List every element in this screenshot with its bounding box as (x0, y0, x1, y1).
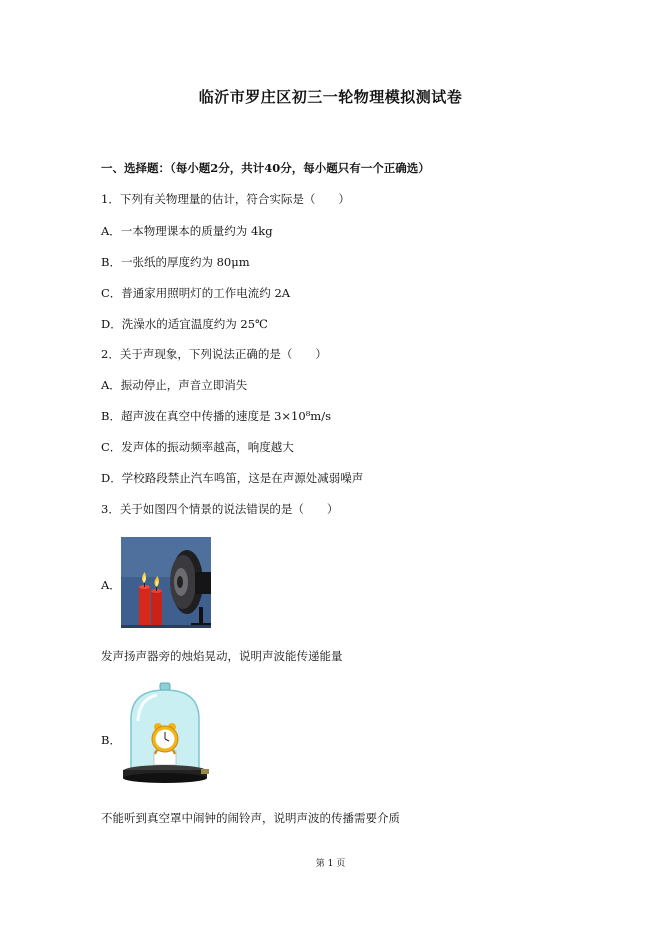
question-3-option-b-text: 不能听到真空罩中闹钟的闹铃声，说明声波的传播需要介质 (101, 811, 400, 825)
question-2-option-c: C．发声体的振动频率越高，响度越大 (101, 440, 294, 454)
question-2-option-b: B．超声波在真空中传播的速度是 3×10⁸m/s (101, 409, 331, 423)
question-1-option-a: A．一本物理课本的质量约为 4kg (101, 224, 273, 238)
question-3-option-a-label: A． (101, 578, 121, 592)
question-3-stem: 3．关于如图四个情景的说法错误的是（ ） (101, 502, 339, 516)
bell-jar-alarm-clock-image (121, 681, 209, 787)
question-1-stem: 1．下列有关物理量的估计，符合实际是（ ） (101, 192, 350, 206)
section-heading: 一、选择题：（每小题2分，共计40分，每小题只有一个正确选） (101, 161, 430, 175)
question-1-option-b: B．一张纸的厚度约为 80μm (101, 255, 250, 269)
question-2-stem: 2．关于声现象，下列说法正确的是（ ） (101, 347, 327, 361)
question-1-option-d: D．洗澡水的适宜温度约为 25℃ (101, 317, 268, 331)
question-2-option-d: D．学校路段禁止汽车鸣笛，这是在声源处减弱噪声 (101, 471, 364, 485)
question-3-option-a-text: 发声扬声器旁的烛焰晃动，说明声波能传递能量 (101, 649, 343, 663)
page-number: 第 1 页 (315, 859, 346, 869)
page-title: 临沂市罗庄区初三一轮物理模拟测试卷 (198, 88, 463, 106)
question-3-option-b-label: B． (101, 733, 121, 747)
candles-speaker-image (121, 537, 211, 628)
question-2-option-a: A．振动停止，声音立即消失 (101, 378, 248, 392)
question-1-option-c: C．普通家用照明灯的工作电流约 2A (101, 286, 291, 300)
